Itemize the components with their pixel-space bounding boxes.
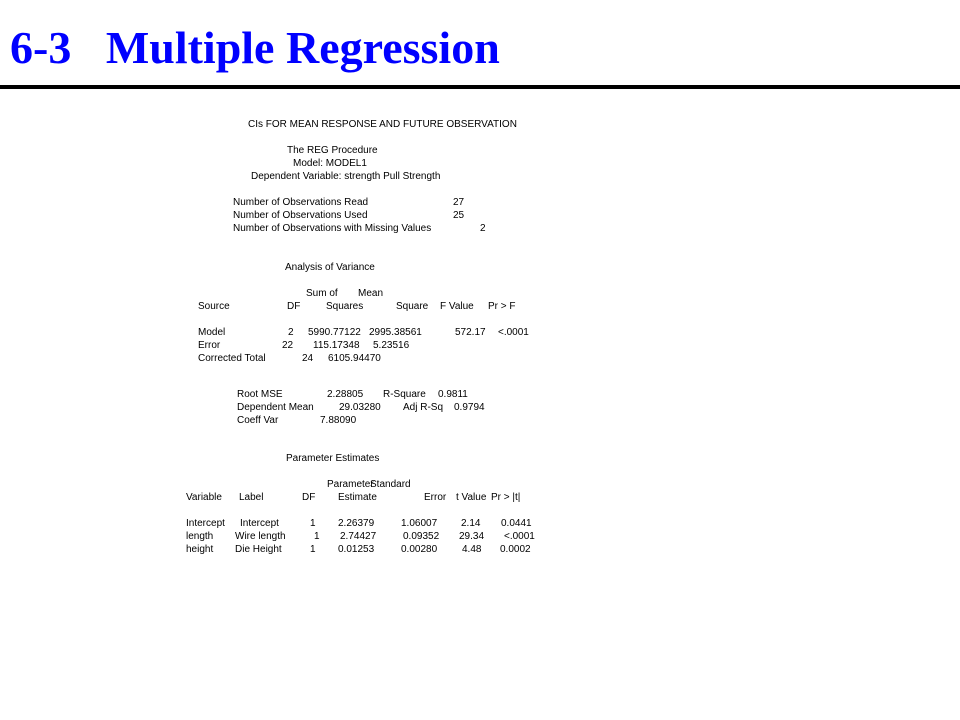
params-cell: Wire length (235, 531, 286, 542)
anova-cell: 2 (288, 327, 294, 338)
fit-label: Dependent Mean (237, 402, 314, 413)
params-header: Label (239, 492, 264, 503)
params-cell: 0.0002 (500, 544, 531, 555)
anova-cell: 22 (282, 340, 294, 351)
obs-value: 2 (480, 223, 486, 234)
params-cell: <.0001 (504, 531, 535, 542)
anova-cell: 5.23516 (373, 340, 410, 351)
params-cell: 0.09352 (403, 531, 440, 542)
anova-header: Sum of (306, 288, 338, 299)
anova-header: Pr > F (488, 301, 516, 312)
params-cell: 0.00280 (401, 544, 438, 555)
params-cell: 0.01253 (338, 544, 375, 555)
output-heading: CIs FOR MEAN RESPONSE AND FUTURE OBSERVATION (248, 119, 517, 130)
anova-header: Source (198, 301, 230, 312)
fit-label: R-Square (383, 389, 426, 400)
anova-cell: Error (198, 340, 221, 351)
anova-cell: 115.17348 (313, 340, 360, 351)
params-cell: 4.48 (462, 544, 482, 555)
fit-label: Coeff Var (237, 415, 279, 426)
fit-value: 7.88090 (320, 415, 357, 426)
params-cell: 2.26379 (338, 518, 375, 529)
params-cell: 0.0441 (501, 518, 532, 529)
obs-label: Number of Observations Used (233, 210, 368, 221)
anova-header: DF (287, 301, 301, 312)
anova-cell: 5990.77122 (308, 327, 361, 338)
anova-cell: 6105.94470 (328, 353, 381, 364)
anova-cell: <.0001 (498, 327, 529, 338)
anova-header: Mean (358, 288, 384, 299)
params-cell: 2.14 (461, 518, 481, 529)
params-cell: 1 (314, 531, 320, 542)
params-cell: 1.06007 (401, 518, 438, 529)
params-header: Parameter (327, 479, 374, 490)
fit-value: 0.9794 (454, 402, 485, 413)
params-cell: Die Height (235, 544, 282, 555)
anova-cell: 2995.38561 (369, 327, 422, 338)
obs-label: Number of Observations Read (233, 197, 369, 208)
obs-value: 25 (453, 210, 465, 221)
obs-value: 27 (453, 197, 465, 208)
fit-label: Root MSE (237, 389, 283, 400)
fit-value: 0.9811 (438, 389, 468, 400)
anova-title: Analysis of Variance (285, 262, 375, 273)
anova-header: F Value (440, 301, 474, 312)
title-divider (0, 85, 960, 89)
anova-cell: Model (198, 327, 226, 338)
anova-header: Squares (326, 301, 364, 312)
params-header: Error (424, 492, 447, 503)
dependent-variable-line: Dependent Variable: strength Pull Strength (251, 171, 441, 182)
params-cell: Intercept (186, 518, 225, 529)
params-header: Variable (186, 492, 222, 503)
params-header: Estimate (338, 492, 377, 503)
params-cell: 29.34 (459, 531, 485, 542)
model-line: Model: MODEL1 (293, 158, 367, 169)
procedure-line: The REG Procedure (287, 145, 378, 156)
params-cell: length (186, 531, 214, 542)
params-header: DF (302, 492, 316, 503)
anova-cell: 24 (302, 353, 314, 364)
params-cell: 2.74427 (340, 531, 377, 542)
params-cell: 1 (310, 518, 316, 529)
params-header: t Value (456, 492, 487, 503)
fit-value: 29.03280 (339, 402, 381, 413)
obs-label: Number of Observations with Missing Values (233, 223, 432, 234)
params-cell: 1 (310, 544, 316, 555)
anova-header: Square (396, 301, 429, 312)
params-cell: height (186, 544, 214, 555)
params-header: Standard (370, 479, 411, 490)
anova-cell: 572.17 (455, 327, 486, 338)
params-cell: Intercept (240, 518, 279, 529)
slide-title: 6-3 Multiple Regression (10, 22, 500, 73)
params-title: Parameter Estimates (286, 453, 380, 464)
fit-label: Adj R-Sq (403, 402, 444, 413)
fit-value: 2.28805 (327, 389, 364, 400)
anova-cell: Corrected Total (198, 353, 266, 364)
params-header: Pr > |t| (491, 492, 521, 503)
